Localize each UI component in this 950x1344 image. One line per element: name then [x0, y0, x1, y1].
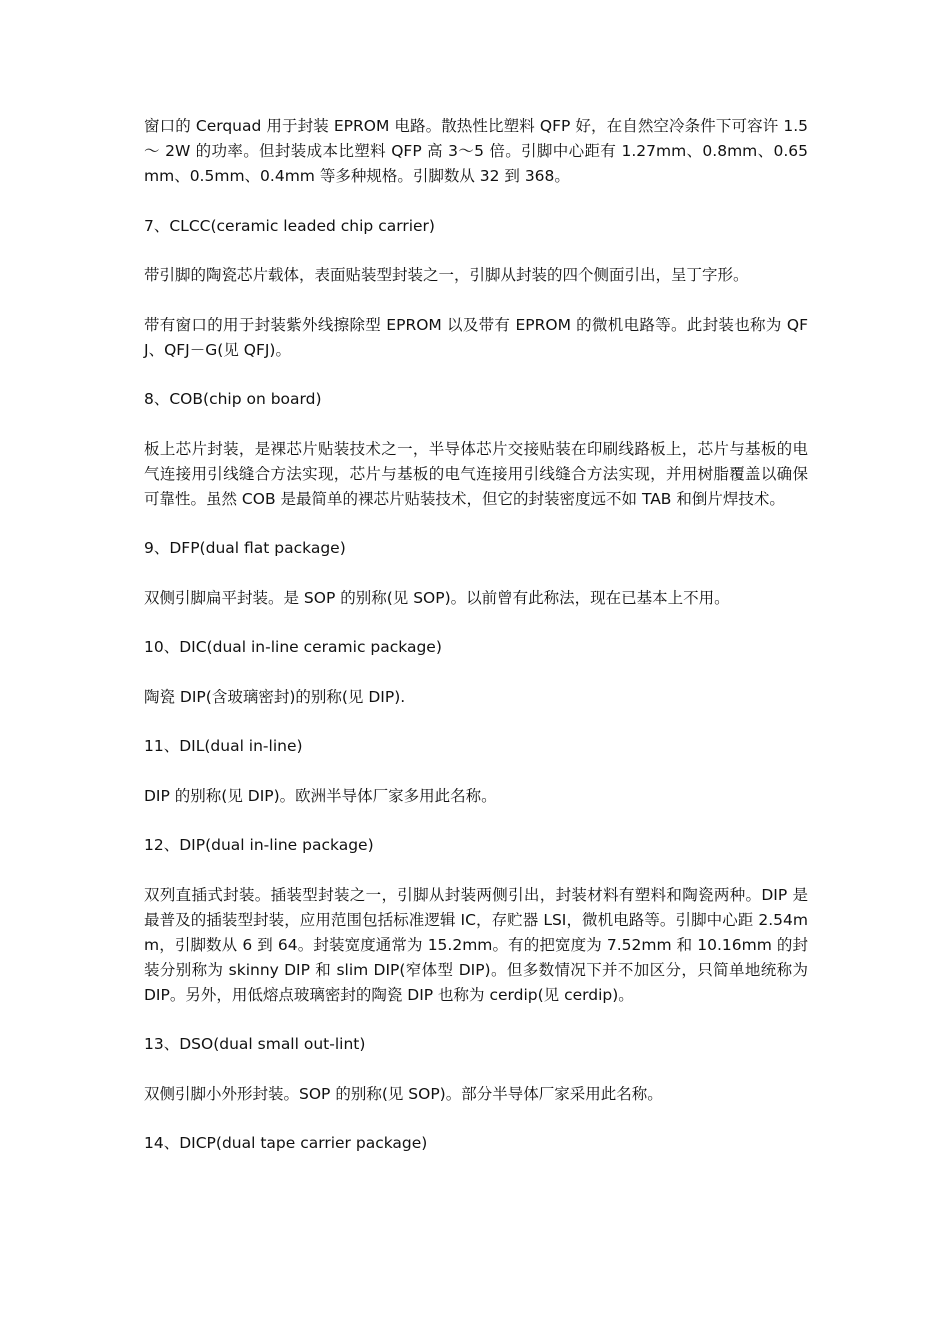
heading-cob: 8、COB(chip on board)	[144, 390, 322, 408]
heading-dil: 11、DIL(dual in-line)	[144, 737, 303, 755]
heading-dfp: 9、DFP(dual flat package)	[144, 539, 346, 557]
document-page	[144, 114, 808, 1181]
heading-clcc: 7、CLCC(ceramic leaded chip carrier)	[144, 216, 435, 235]
paragraph-dic-desc: 陶瓷 DIP(含玻璃密封)的别称(见 DIP).	[144, 687, 406, 706]
heading-dip: 12、DIP(dual in-line package)	[144, 836, 374, 854]
paragraph-dip-desc: 双列直插式封装。插装型封装之一，引脚从封装两侧引出，封装材料有塑料和陶瓷两种。DIP 是最普及的插装型封装，应用范围包括标准逻辑 IC，存贮器 LSI，微机电路等。引脚中心距 2.54mm，引脚数从 6 到 64。封装宽度通常为 15.2mm。有的把宽度为 7.52mm 和 10.16mm 的封装分别称为 skinny DIP 和 slim DIP(窄体型 DIP)。但多数情况下并不加区分，只简单地统称为 DIP。另外，用低熔点玻璃密封的陶瓷 DIP 也称为 cerdip(见 cerdip)。	[144, 885, 808, 1004]
paragraph-dfp-desc: 双侧引脚扁平封装。是 SOP 的别称(见 SOP)。以前曾有此称法，现在已基本上不用。	[144, 588, 730, 607]
heading-dic: 10、DIC(dual in-line ceramic package)	[144, 638, 442, 656]
heading-dicp: 14、DICP(dual tape carrier package)	[144, 1134, 428, 1152]
paragraph-dso-desc: 双侧引脚小外形封装。SOP 的别称(见 SOP)。部分半导体厂家采用此名称。	[144, 1084, 663, 1103]
heading-dso: 13、DSO(dual small out-lint)	[144, 1035, 366, 1053]
paragraph-cerquad: 窗口的 Cerquad 用于封装 EPROM 电路。散热性比塑料 QFP 好，在自然空冷条件下可容许 1.5～ 2W 的功率。但封装成本比塑料 QFP 高 3～5 倍。引脚中心距有 1.27mm、0.8mm、0.65mm、0.5mm、0.4mm 等多种规格。引脚数从 32 到 368。	[144, 117, 808, 185]
paragraph-clcc-desc: 带引脚的陶瓷芯片载体，表面贴装型封装之一，引脚从封装的四个侧面引出，呈丁字形。	[144, 266, 749, 284]
paragraph-cob-desc: 板上芯片封装，是裸芯片贴装技术之一，半导体芯片交接贴装在印刷线路板上，芯片与基板的电气连接用引线缝合方法实现，芯片与基板的电气连接用引线缝合方法实现，并用树脂覆盖以确保可靠性。虽然 COB 是最简单的裸芯片贴装技术，但它的封装密度远不如 TAB 和倒片焊技术。	[144, 439, 808, 508]
paragraph-dil-desc: DIP 的别称(见 DIP)。欧洲半导体厂家多用此名称。	[144, 786, 497, 805]
paragraph-clcc-window: 带有窗口的用于封装紫外线擦除型 EPROM 以及带有 EPROM 的微机电路等。此封装也称为 QFJ、QFJ－G(见 QFJ)。	[144, 315, 808, 359]
